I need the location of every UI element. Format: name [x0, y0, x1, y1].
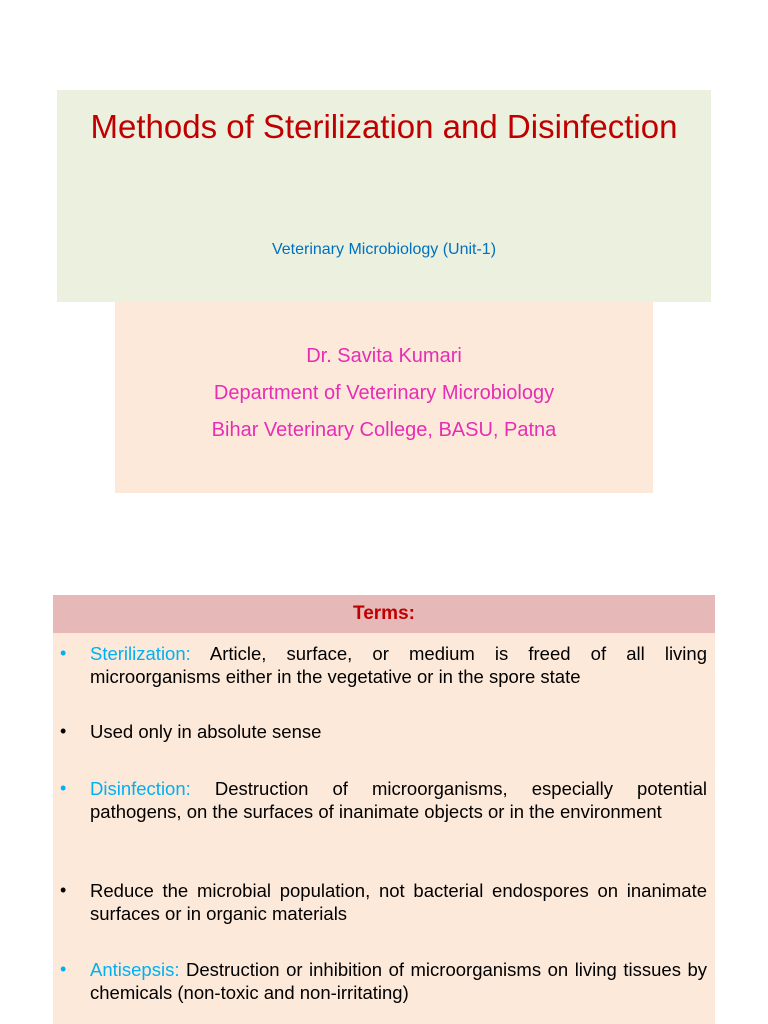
term-definition: Destruction or inhibition of microorganisms on living tissues by chemicals (non-toxic and non-irritating)	[90, 959, 707, 1003]
bullet-icon: •	[60, 959, 67, 979]
author-college: Bihar Veterinary College, BASU, Patna	[211, 419, 557, 441]
bullet-icon: •	[60, 643, 67, 663]
list-item	[60, 958, 707, 1004]
terms-heading: Terms:	[53, 595, 715, 633]
term-definition: Used only in absolute sense	[90, 721, 322, 742]
bullet-icon: •	[60, 880, 67, 900]
page-title: Methods of Sterilization and Disinfection	[90, 108, 678, 145]
list-item	[60, 720, 707, 743]
term-label: Antisepsis:	[90, 959, 180, 980]
author-department: Department of Veterinary Microbiology	[213, 382, 555, 404]
terms-list	[53, 633, 715, 1024]
term-label: Disinfection:	[90, 778, 191, 799]
term-definition: Article, surface, or medium is freed of all living microorganisms either in the vegetative or in the spore state	[90, 643, 707, 687]
author-name: Dr. Savita Kumari	[306, 345, 462, 367]
course-subtitle: Veterinary Microbiology (Unit-1)	[271, 241, 497, 258]
term-definition: Reduce the microbial population, not bacterial endospores on inanimate surfaces or in organic materials	[90, 880, 707, 924]
list-item	[60, 879, 707, 925]
author-panel	[115, 302, 653, 493]
title-panel	[57, 90, 711, 302]
term-definition: Destruction of microorganisms, especially potential pathogens, on the surfaces of inanimate objects or in the environment	[90, 778, 707, 822]
list-item	[60, 777, 707, 823]
list-item	[60, 642, 707, 688]
bullet-icon: •	[60, 721, 67, 741]
term-label: Sterilization:	[90, 643, 191, 664]
bullet-icon: •	[60, 778, 67, 798]
